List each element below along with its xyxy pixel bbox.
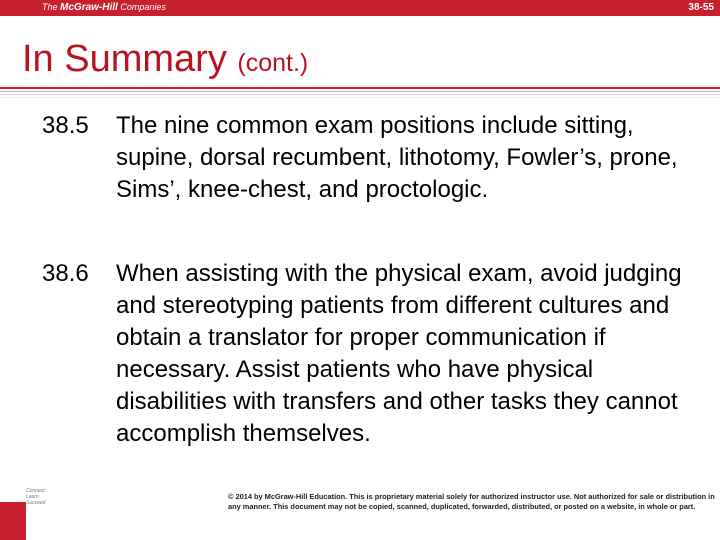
copyright-notice: © 2014 by McGraw-Hill Education. This is proprietary material solely for authorized instructor use. Not authorized for sale or distribution in any manner. This document may not be copied, scanned, duplicated, forwarded, distributed, or posted on a website, in whole or part. [228, 492, 715, 511]
connect-logo [0, 482, 52, 540]
slide-number: 38-55 [688, 2, 714, 13]
publisher-logo [42, 2, 166, 13]
slide-title-sub: (cont.) [237, 49, 309, 77]
brand-suffix: Companies [120, 2, 166, 12]
divider-line [0, 97, 720, 98]
summary-item-number: 38.6 [42, 260, 89, 287]
summary-item [42, 110, 682, 206]
summary-item-text: The nine common exam positions include sitting, supine, dorsal recumbent, lithotomy, Fowler’s, prone, Sims’, knee-chest, and proctologic. [116, 112, 678, 203]
brand-name: McGraw-Hill [60, 2, 118, 13]
summary-item [42, 258, 682, 450]
logo-mark [0, 502, 26, 540]
slide-title-main: In Summary [22, 38, 227, 80]
title-divider [0, 87, 720, 101]
divider-line [0, 94, 720, 95]
divider-line [0, 91, 720, 92]
divider-line [0, 87, 720, 89]
header-bar [0, 0, 720, 16]
slide-title [22, 38, 308, 81]
summary-item-text: When assisting with the physical exam, avoid judging and stereotyping patients from different cultures and obtain a translator for proper communication if necessary. Assist patients who have physical disabilities with transfers and other tasks they cannot accomplish themselves. [116, 260, 682, 447]
logo-tagline: Connect Learn Succeed [26, 488, 46, 506]
summary-item-number: 38.5 [42, 112, 89, 139]
brand-prefix: The [42, 2, 58, 12]
